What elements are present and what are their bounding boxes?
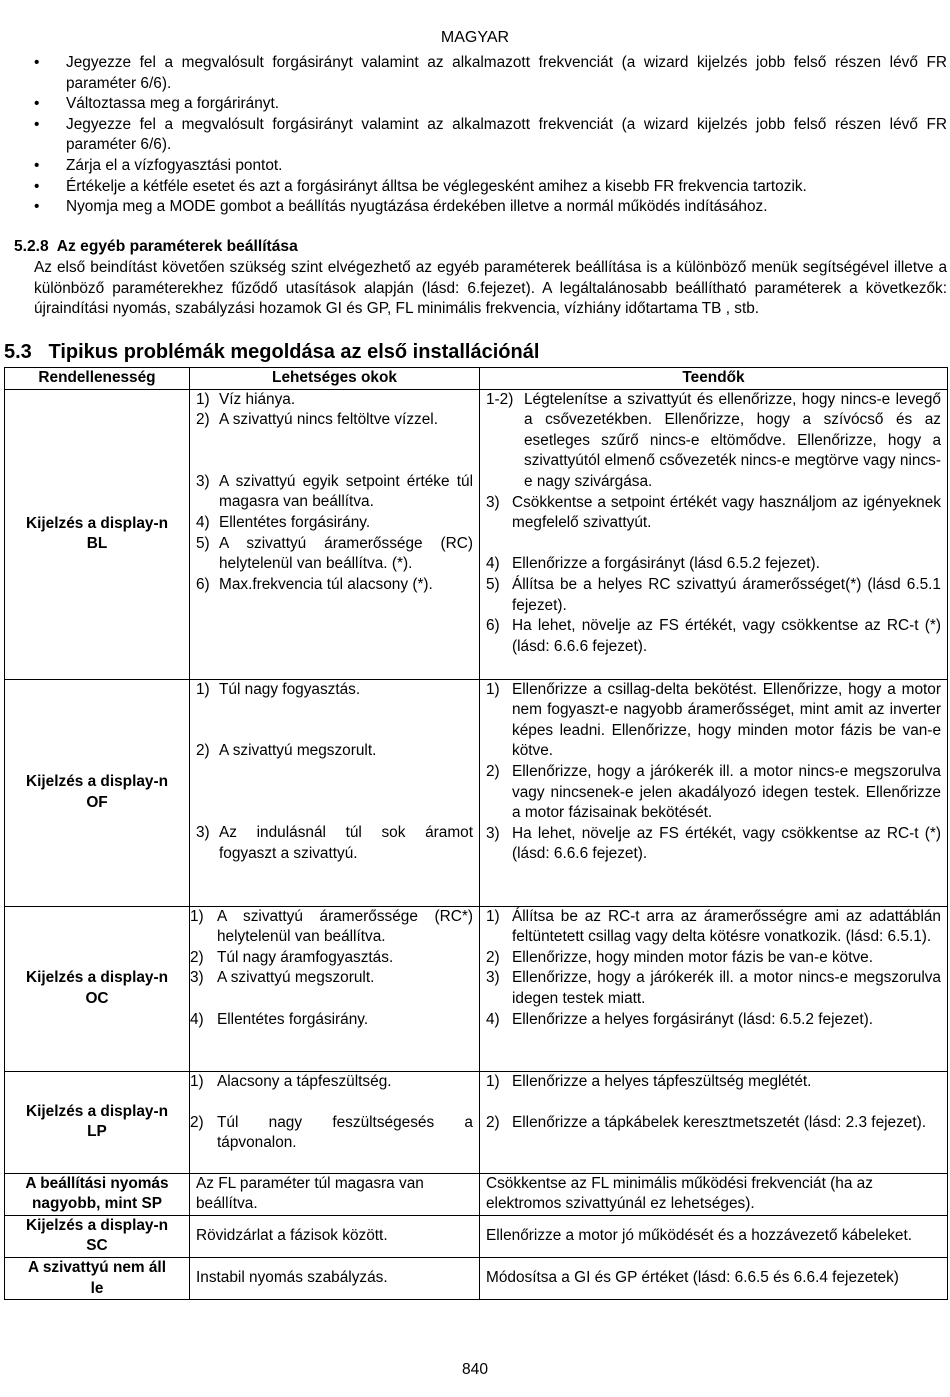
action-text: Ellenőrizze a tápkábelek keresztmetszetét (lásd: 2.3 fejezet). (512, 1113, 927, 1131)
action-text: Ellenőrizze a helyes tápfeszültség meglétét. (512, 1072, 812, 1090)
cause-text: Túl nagy fogyasztás. (219, 680, 361, 698)
actions-cell (480, 679, 948, 906)
action-number: 4) (486, 1010, 500, 1028)
fault-code: OF (86, 793, 108, 811)
causes-cell: Instabil nyomás szabályzás. (190, 1257, 480, 1299)
bullet-item: • Jegyezze fel a megvalósult forgásirányt valamint az alkalmazott frekvenciát (a wizard kijelzés jobb felső részen lévő FR paraméter 6/6). (34, 53, 947, 94)
bullet-item: • Zárja el a vízfogyasztási pontot. (34, 156, 947, 177)
section-title: Az egyéb paraméterek beállítása (56, 238, 298, 255)
causes-cell: Rövidzárlat a fázisok között. (190, 1215, 480, 1257)
cause-number: 4) (196, 513, 210, 531)
cause-item (196, 741, 473, 762)
action-text: Légtelenítse a szivattyút és ellenőrizze, hogy nincs-e levegő a csővezetékben. Ellenőrizze, hogy a szívócső és az esetleges szűrő nincs-e eltömődve. Ellenőrizze, hogy a szivattyútól elmenő csővezeték nincs-e megtörve vagy nincs-e nagy szivárgása. (524, 390, 941, 490)
actions-cell (480, 1071, 948, 1173)
fault-label: Kijelzés a display-n (26, 969, 168, 986)
cause-text: Ellentétes forgásirány. (219, 513, 371, 531)
action-number: 1) (486, 907, 500, 925)
cause-text: Túl nagy feszültségesés a tápvonalon. (217, 1113, 473, 1152)
action-item (486, 554, 941, 575)
chapter-number: 5.3 (4, 341, 32, 363)
cause-item (190, 1072, 473, 1093)
action-number: 3) (486, 493, 500, 511)
action-item (486, 1113, 941, 1134)
action-text: Ellenőrizze a helyes forgásirányt (lásd: 6.5.2 fejezet). (512, 1010, 874, 1028)
cause-item (190, 907, 473, 948)
fault-cell (5, 1173, 190, 1215)
column-header-actions: Teendők (480, 368, 948, 390)
cause-item (196, 534, 473, 575)
page-number: 840 (461, 1361, 489, 1378)
action-item (486, 907, 941, 948)
action-number: 5) (486, 575, 500, 593)
action-number: 2) (486, 762, 500, 780)
action-number: 2) (486, 1113, 500, 1131)
cause-text: A szivattyú megszorult. (217, 969, 375, 987)
cause-text: Víz hiánya. (219, 390, 296, 408)
actions-cell: Ellenőrizze a motor jó működését és a hozzávezető kábeleket. (480, 1215, 948, 1257)
chapter-title: Tipikus problémák megoldása az első installációnál (48, 341, 540, 363)
action-text: Állítsa be a helyes RC szivattyú áramerősséget(*) (lásd 6.5.1 fejezet). (512, 575, 941, 614)
cause-number: 3) (190, 969, 204, 987)
fault-code: OC (85, 989, 109, 1007)
action-item (486, 762, 941, 824)
cause-item (196, 575, 473, 596)
fault-code: LP (87, 1123, 107, 1141)
fault-cell (5, 1257, 190, 1299)
cause-text: Túl nagy áramfogyasztás. (217, 948, 394, 966)
action-text: Állítsa be az RC-t arra az áramerősségre ami az adattáblán feltüntetett csillag vagy delta kötésre vonatkozik. (lásd: 6.5.1). (512, 907, 941, 946)
actions-cell: Csökkentse az FL minimális működési frekvenciát (ha az elektromos szivattyúnál ez lehetséges). (480, 1173, 948, 1215)
fault-label: A beállítási nyomás (25, 1174, 169, 1192)
cause-number: 1) (190, 1072, 204, 1090)
cause-number: 2) (190, 948, 204, 966)
action-number: 2) (486, 948, 500, 966)
table-row-pump-not-stopping (5, 1257, 948, 1299)
cause-text: Alacsony a tápfeszültség. (217, 1072, 392, 1090)
cause-number: 2) (190, 1113, 204, 1131)
cause-number: 1) (190, 907, 204, 925)
cause-item (196, 680, 473, 701)
cause-number: 3) (196, 472, 210, 490)
fault-code: nagyobb, mint SP (32, 1195, 162, 1213)
action-item (486, 1010, 941, 1031)
table-row-of (5, 679, 948, 906)
cause-number: 5) (196, 534, 210, 552)
cause-number: 1) (196, 390, 210, 408)
fault-label: Kijelzés a display-n (26, 1216, 168, 1234)
cause-item (196, 390, 473, 411)
cause-item (190, 1113, 473, 1154)
section-number: 5.2.8 (14, 238, 49, 255)
cause-text: A szivattyú áramerőssége (RC*) helytelenül van beállítva. (217, 907, 473, 946)
cause-text: A szivattyú egyik setpoint értéke túl magasra van beállítva. (219, 472, 473, 511)
fault-cell (5, 906, 190, 1071)
chapter-heading (4, 342, 539, 363)
action-text: Ha lehet, növelje az FS értékét, vagy csökkentse az RC-t (*) (lásd: 6.6.6 fejezet). (512, 617, 941, 655)
fault-code: le (90, 1279, 104, 1297)
action-item (486, 948, 941, 969)
cause-number: 2) (196, 742, 210, 760)
cause-number: 3) (196, 824, 210, 842)
bullet-item: • Jegyezze fel a megvalósult forgásirányt valamint az alkalmazott frekvenciát (a wizard kijelzés jobb felső részen lévő FR paraméter 6/6). (34, 115, 947, 156)
fault-label: Kijelzés a display-n (26, 773, 168, 790)
action-item (486, 968, 941, 1009)
action-text: Ha lehet, növelje az FS értékét, vagy csökkentse az RC-t (*) (lásd: 6.6.6 fejezet). (512, 824, 941, 863)
fault-cell (5, 1071, 190, 1173)
fault-label: A szivattyú nem áll (28, 1258, 166, 1276)
troubleshooting-table (4, 367, 948, 1300)
cause-item (190, 968, 473, 989)
fault-cell (5, 1215, 190, 1257)
causes-cell (190, 679, 480, 906)
table-row-sp (5, 1173, 948, 1215)
action-text: Ellenőrizze a csillag-delta bekötést. Ellenőrizze, hogy a motor nem fogyaszt-e nagyobb áramerősséget, mint amit az inverter képes leadni. Ellenőrizze, hogy minden motor fázis be van-e kötve. (512, 680, 941, 760)
bullet-item: • Változtassa meg a forgárirányt. (34, 94, 947, 115)
cause-item (196, 410, 473, 431)
causes-cell (190, 1071, 480, 1173)
actions-cell (480, 906, 948, 1071)
cause-item (196, 472, 473, 513)
page-header-language: MAGYAR (440, 29, 510, 46)
action-item (486, 390, 941, 493)
action-number: 3) (486, 824, 500, 842)
fault-code: BL (86, 535, 108, 553)
table-row-lp (5, 1071, 948, 1173)
action-item (486, 680, 941, 762)
table-row-bl (5, 389, 948, 679)
cause-number: 2) (196, 411, 210, 429)
action-item (486, 493, 941, 534)
cause-item (190, 948, 473, 969)
cause-text: Max.frekvencia túl alacsony (*). (219, 575, 433, 593)
fault-label: Kijelzés a display-n (26, 1102, 168, 1120)
action-item (486, 575, 941, 616)
action-text: Ellenőrizze, hogy a járókerék ill. a motor nincs-e megszorulva vagy nincsenek-e jelen akadályozó idegen testek. Ellenőrizze a motor fázisainak bekötését. (512, 762, 941, 822)
column-header-fault: Rendellenesség (5, 368, 190, 390)
cause-item (196, 823, 473, 864)
action-item (486, 616, 941, 657)
causes-cell: Az FL paraméter túl magasra van beállítva. (190, 1173, 480, 1215)
cause-text: Az indulásnál túl sok áramot fogyaszt a szivattyú. (219, 824, 473, 862)
cause-text: A szivattyú áramerőssége (RC) helytelenül van beállítva. (*). (219, 534, 473, 573)
bullet-item: • Nyomja meg a MODE gombot a beállítás nyugtázása érdekében illetve a normál működés indításához. (34, 197, 947, 218)
section-paragraph: Az első beindítást követően szükség szint elvégezhető az egyéb paraméterek beállítása is a különböző menük segítségével illetve a különböző paraméterekhez fűződő utasítások alapján (lásd: 6.fejezet). A legáltalánosabb beállítható paraméterek a következők: újraindítási nyomás, szabályzási hozamok GI és GP, FL minimális frekvencia, vízhiány időtartama TB , stb. (34, 259, 947, 318)
cause-item (190, 1010, 473, 1031)
table-header-row (5, 368, 948, 390)
fault-code: SC (86, 1237, 108, 1255)
action-item (486, 824, 941, 865)
action-item (486, 1072, 941, 1093)
action-number: 4) (486, 555, 500, 573)
action-text: Ellenőrizze a forgásirányt (lásd 6.5.2 fejezet). (512, 555, 820, 573)
actions-cell: Módosítsa a GI és GP értéket (lásd: 6.6.5 és 6.6.4 fejezetek) (480, 1257, 948, 1299)
actions-cell (480, 389, 948, 679)
bullet-item: • Értékelje a kétféle esetet és azt a forgásirányt álltsa be véglegesként amihez a kisebb FR frekvencia tartozik. (34, 177, 947, 198)
causes-cell (190, 906, 480, 1071)
table-row-oc (5, 906, 948, 1071)
column-header-causes: Lehetséges okok (190, 368, 480, 390)
action-text: Ellenőrizze, hogy minden motor fázis be van-e kötve. (512, 948, 874, 966)
action-number: 3) (486, 969, 500, 987)
fault-cell (5, 389, 190, 679)
cause-number: 4) (190, 1010, 204, 1028)
instruction-bullet-list (34, 53, 947, 218)
cause-text: A szivattyú megszorult. (219, 742, 377, 760)
cause-item (196, 513, 473, 534)
cause-number: 1) (196, 680, 210, 698)
cause-text: Ellentétes forgásirány. (217, 1010, 369, 1028)
action-number: 1) (486, 680, 500, 698)
action-number: 6) (486, 617, 500, 635)
cause-number: 6) (196, 575, 210, 593)
table-row-sc (5, 1215, 948, 1257)
action-text: Ellenőrizze, hogy a járókerék ill. a motor nincs-e megszorulva idegen testek miatt. (512, 969, 941, 1007)
action-number: 1-2) (486, 390, 514, 408)
causes-cell (190, 389, 480, 679)
action-number: 1) (486, 1072, 500, 1090)
section-heading (14, 237, 298, 258)
cause-text: A szivattyú nincs feltöltve vízzel. (219, 411, 438, 429)
fault-label: Kijelzés a display-n (26, 514, 168, 532)
action-text: Csökkentse a setpoint értékét vagy használjom az igényeknek megfelelő szivattyút. (512, 493, 941, 532)
fault-cell (5, 679, 190, 906)
